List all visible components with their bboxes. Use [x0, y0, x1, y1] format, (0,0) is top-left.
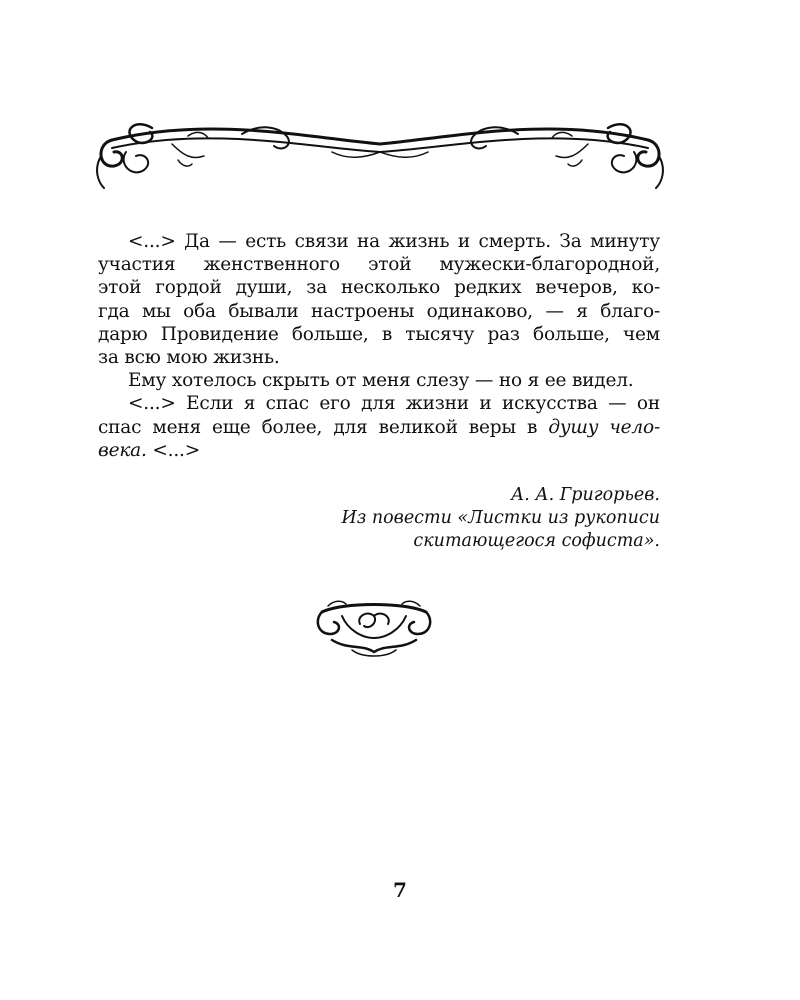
text-line: Ему хотелось скрыть от меня слезу — но я ее видел.: [128, 370, 634, 392]
decorative-flourish-banner-icon: [92, 108, 668, 198]
italic-fragment: века.: [98, 439, 147, 461]
text-line: этой гордой души, за несколько редких вечеров, ко-: [98, 277, 660, 299]
text-line: [98, 439, 660, 462]
page-number: 7: [393, 878, 407, 902]
decorative-flourish-vignette-icon: [312, 594, 436, 664]
attribution: [240, 484, 660, 553]
text-fragment: <...>: [146, 439, 201, 461]
body-text: [98, 230, 660, 462]
attribution-source: скитающегося софиста».: [413, 531, 660, 551]
text-line: за всю мою жизнь.: [98, 347, 280, 369]
text-line: гда мы оба бывали настроены одинаково, — я благо-: [98, 300, 660, 322]
text-fragment: спас меня еще более, для великой веры в: [98, 416, 549, 438]
text-line: <...> Если я спас его для жизни и искусства — он: [128, 393, 660, 415]
attribution-source: Из повести «Листки из рукописи: [341, 508, 660, 528]
attribution-author: А. А. Григорьев.: [510, 485, 660, 505]
text-line: [98, 416, 660, 439]
text-line: участия женственного этой мужески-благородной,: [98, 254, 660, 276]
text-line: дарю Провидение больше, в тысячу раз больше, чем: [98, 323, 660, 345]
text-line: <...> Да — есть связи на жизнь и смерть. За минуту: [128, 231, 660, 252]
italic-fragment: душу чело-: [548, 416, 660, 438]
